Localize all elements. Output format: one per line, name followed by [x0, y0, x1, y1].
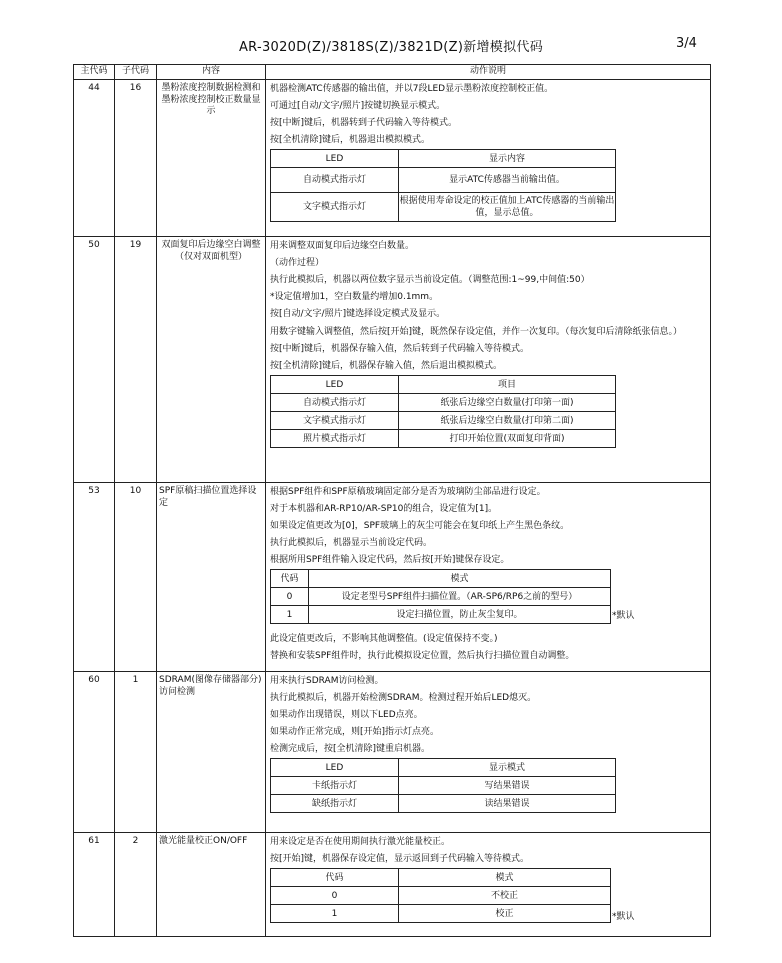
code-table-wrap	[270, 569, 635, 626]
sub-code: 1	[115, 672, 157, 833]
description-line: 检测完成后，按[全机清除]键重启机器。	[270, 744, 431, 754]
table-row	[74, 237, 711, 483]
sub-header: LED	[271, 150, 399, 168]
description-cell	[266, 833, 711, 937]
description-line: 根据SPF组件和SPF原稿玻璃固定部分是否为玻璃防尘部品进行设定。	[270, 487, 546, 497]
description-cell	[266, 237, 711, 483]
default-note: *默认	[612, 611, 635, 621]
table-header-row	[74, 65, 711, 80]
sub-header: 代码	[271, 570, 309, 588]
main-code: 61	[74, 833, 115, 937]
default-note: *默认	[612, 912, 635, 922]
sub-cell: 校正	[399, 905, 611, 923]
sub-cell: 1	[271, 905, 399, 923]
table-row	[74, 483, 711, 672]
description-line: 按[中断]键后，机器转到子代码输入等待模式。	[270, 118, 458, 128]
sub-header: LED	[271, 759, 399, 777]
description-cell	[266, 80, 711, 237]
sub-cell: 缺纸指示灯	[271, 795, 399, 813]
description-line: 执行此模拟后，机器开始检测SDRAM。检测过程开始后LED熄灭。	[270, 693, 537, 703]
description-line: 机器检测ATC传感器的输出值，并以7段LED显示墨粉浓度控制校正值。	[270, 84, 554, 94]
sub-cell: 文字模式指示灯	[271, 412, 399, 430]
led-display-table	[270, 149, 616, 222]
description-line: 根据所用SPF组件输入设定代码，然后按[开始]键保存设定。	[270, 555, 510, 565]
sub-header: 模式	[309, 570, 611, 588]
main-code: 60	[74, 672, 115, 833]
sub-cell: 设定老型号SPF组件扫描位置。（AR-SP6/RP6之前的型号）	[309, 588, 611, 606]
description-line: 按[自动/文字/照片]键选择设定模式及显示。	[270, 309, 446, 319]
description-line: （动作过程）	[270, 258, 325, 268]
sub-code: 16	[115, 80, 157, 237]
header-main-code: 主代码	[74, 65, 115, 80]
sub-header: 显示内容	[399, 150, 616, 168]
description-line: 如果设定值更改为[0]，SPF玻璃上的灰尘可能会在复印纸上产生黑色条纹。	[270, 521, 570, 531]
sub-cell: 根据使用寿命设定的校正值加上ATC传感器的当前输出值，显示总值。	[399, 193, 616, 222]
content-cell: 激光能量校正ON/OFF	[157, 833, 266, 937]
code-mode-table	[270, 569, 611, 624]
sub-cell: 纸张后边缘空白数量(打印第二面)	[399, 412, 616, 430]
document-title: AR-3020D(Z)/3818S(Z)/3821D(Z)新增模拟代码	[238, 40, 544, 55]
description-line: 如果动作出现错误，则以下LED点亮。	[270, 710, 423, 720]
sub-cell: 照片模式指示灯	[271, 430, 399, 448]
sub-header: LED	[271, 376, 399, 394]
header-content: 内容	[157, 65, 266, 80]
sub-header: 模式	[399, 869, 611, 887]
description-line: 按[开始]键，机器保存设定值，显示返回到子代码输入等待模式。	[270, 854, 530, 864]
main-code: 50	[74, 237, 115, 483]
code-mode-table	[270, 868, 611, 923]
sub-cell: 纸张后边缘空白数量(打印第一面)	[399, 394, 616, 412]
sub-code: 10	[115, 483, 157, 672]
code-table-wrap	[270, 868, 635, 925]
description-line: *设定值增加1，空白数量约增加0.1mm。	[270, 292, 439, 302]
sub-cell: 显示ATC传感器当前输出值。	[399, 168, 616, 193]
description-line: 用来执行SDRAM访问检测。	[270, 676, 384, 686]
description-line: 执行此模拟后，机器显示当前设定代码。	[270, 538, 433, 548]
header-sub-code: 子代码	[115, 65, 157, 80]
sub-cell: 0	[271, 887, 399, 905]
content-cell: 墨粉浓度控制数据检测和墨粉浓度控制校正数量显示	[157, 80, 266, 237]
description-line: 如果动作正常完成，则[开始]指示灯点亮。	[270, 727, 440, 737]
sub-cell: 文字模式指示灯	[271, 193, 399, 222]
sub-cell: 卡纸指示灯	[271, 777, 399, 795]
description-line: 对于本机器和AR-RP10/AR-SP10的组合，设定值为[1]。	[270, 504, 498, 514]
sub-cell: 设定扫描位置，防止灰尘复印。	[309, 606, 611, 624]
simulation-code-table	[73, 64, 711, 937]
led-display-mode-table	[270, 758, 616, 813]
description-cell	[266, 672, 711, 833]
description-line: 用数字键输入调整值，然后按[开始]键，既然保存设定值，并作一次复印。（每次复印后清除纸张信息。）	[270, 327, 683, 337]
description-line: 替换和安装SPF组件时，执行此模拟设定位置，然后执行扫描位置自动调整。	[270, 650, 575, 661]
content-cell	[157, 237, 266, 483]
content-cell: SDRAM(图像存储器部分)访问检测	[157, 672, 266, 833]
content-line: （仅对双面机型）	[174, 251, 247, 262]
main-code: 44	[74, 80, 115, 237]
table-row	[74, 672, 711, 833]
sub-cell: 0	[271, 588, 309, 606]
led-item-table	[270, 375, 616, 448]
content-line: 双面复印后边缘空白调整	[161, 240, 261, 250]
table-row	[74, 80, 711, 237]
sub-cell: 1	[271, 606, 309, 624]
content-cell: SPF原稿扫描位置选择设定	[157, 483, 266, 672]
sub-code: 2	[115, 833, 157, 937]
description-line: 此设定值更改后，不影响其他调整值。(设定值保持不变。)	[270, 633, 498, 644]
page-number: 3/4	[676, 36, 697, 51]
header-description: 动作说明	[266, 65, 711, 80]
description-line: 执行此模拟后，机器以两位数字显示当前设定值。（调整范围:1~99,中间值:50）	[270, 275, 590, 285]
description-line: 按[全机清除]键后，机器保存输入值，然后退出模拟模式。	[270, 361, 503, 371]
sub-cell: 不校正	[399, 887, 611, 905]
sub-cell: 写结果错误	[399, 777, 616, 795]
sub-cell: 读结果错误	[399, 795, 616, 813]
sub-cell: 自动模式指示灯	[271, 394, 399, 412]
sub-header: 项目	[399, 376, 616, 394]
sub-cell: 打印开始位置(双面复印背面)	[399, 430, 616, 448]
main-code: 53	[74, 483, 115, 672]
table-row	[74, 833, 711, 937]
description-line: 可通过[自动/文字/照片]按键切换显示模式。	[270, 101, 446, 111]
description-line: 按[全机清除]键后，机器退出模拟模式。	[270, 135, 431, 145]
description-line: 按[中断]键后，机器保存输入值，然后转到子代码输入等待模式。	[270, 344, 530, 354]
description-cell	[266, 483, 711, 672]
description-line: 用来设定是否在使用期间执行激光能量校正。	[270, 837, 451, 847]
sub-cell: 自动模式指示灯	[271, 168, 399, 193]
sub-header: 代码	[271, 869, 399, 887]
description-line: 用来调整双面复印后边缘空白数量。	[270, 241, 415, 251]
sub-code: 19	[115, 237, 157, 483]
sub-header: 显示模式	[399, 759, 616, 777]
